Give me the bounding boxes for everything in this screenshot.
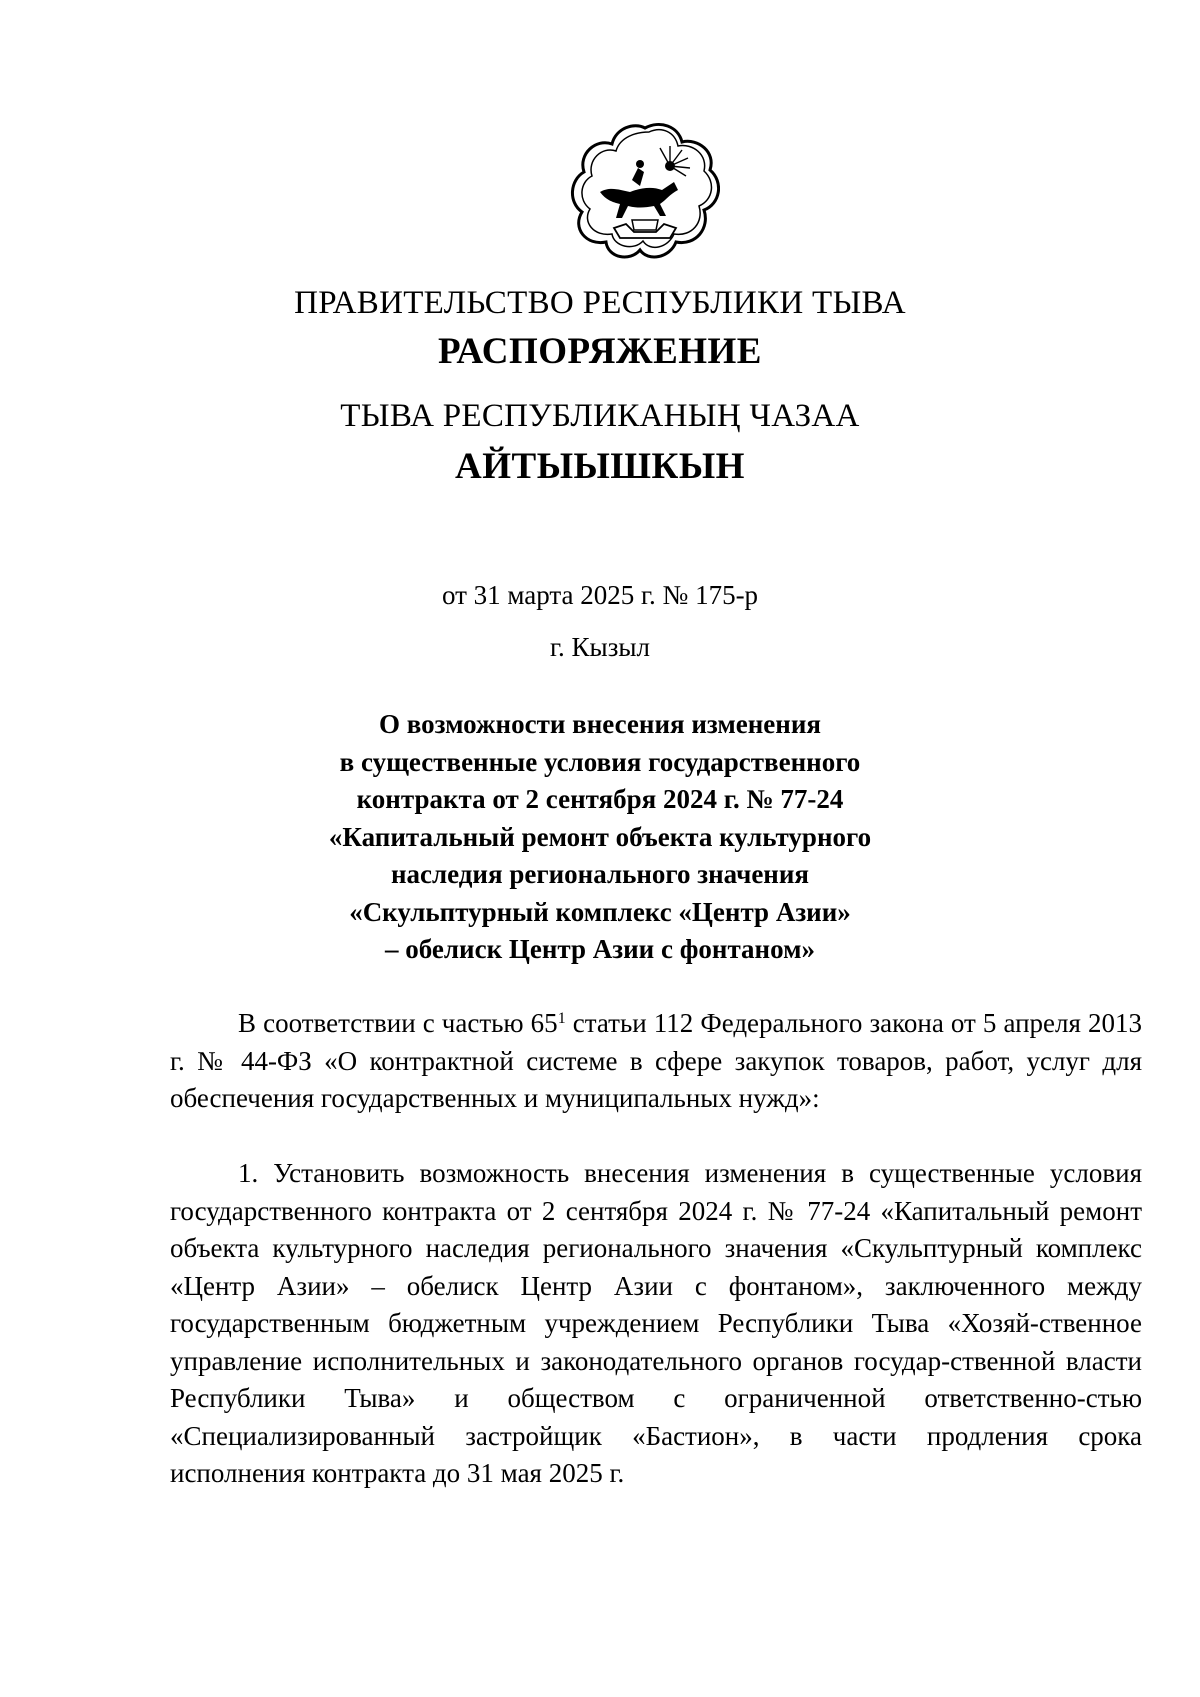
title-line: – обелиск Центр Азии с фонтаном» <box>385 934 815 964</box>
preamble-text-end: статьи 112 Федерального закона от 5 апреля 2013 г. № 44-ФЗ «О контрактной системе в сфере закупок товаров, работ, услуг для обеспечения государственных и муниципальных нужд»: <box>170 1008 1142 1113</box>
title-line: в существенные условия государственного <box>339 746 861 777</box>
title-line: «Скульптурный комплекс «Центр Азии» <box>349 896 851 927</box>
title-line: О возможности внесения изменения <box>378 709 822 739</box>
document-type-tuvan: АЙТЫЫШКЫН <box>455 446 745 487</box>
title-line: контракта от 2 сентября 2024 г. № 77-24 <box>356 784 844 814</box>
preamble-superscript: 1 <box>557 1010 566 1027</box>
government-name-tuvan: ТЫВА РЕСПУБЛИКАНЫҢ ЧАЗАА <box>340 398 860 434</box>
document-city: г. Кызыл <box>550 632 650 662</box>
government-name-russian: ПРАВИТЕЛЬСТВО РЕСПУБЛИКИ ТЫВА <box>294 285 906 321</box>
coat-of-arms-emblem <box>570 120 720 262</box>
item-1-paragraph: 1. Установить возможность внесения изменения в существенные условия государственного контракта от 2 сентября 2024 г. № 77-24 «Капитальный ремонт объекта культурного наследия регионального значения «Скульптурный комплекс «Центр Азии» – обелиск Центр Азии с фонтаном», заключенного между государственным бюджетным учреждением Республики Тыва «Хозяй-ственное управление исполнительных и законодательного органов государ-ственной власти Республики Тыва» и обществом с ограниченной ответственно-стью «Специализированный застройщик «Бастион», в части продления срока исполнения контракта до 31 мая 2025 г. <box>170 1158 1142 1488</box>
document-type-russian: РАСПОРЯЖЕНИЕ <box>437 331 762 372</box>
preamble-text-start: В соответствии с частью 65 <box>238 1008 558 1038</box>
title-line: наследия регионального значения <box>390 859 810 889</box>
document-title <box>0 706 1200 969</box>
title-line: «Капитальный ремонт объекта культурного <box>328 821 872 852</box>
preamble-paragraph <box>170 1005 1142 1118</box>
document-date-number: от 31 марта 2025 г. № 175-р <box>441 580 759 610</box>
